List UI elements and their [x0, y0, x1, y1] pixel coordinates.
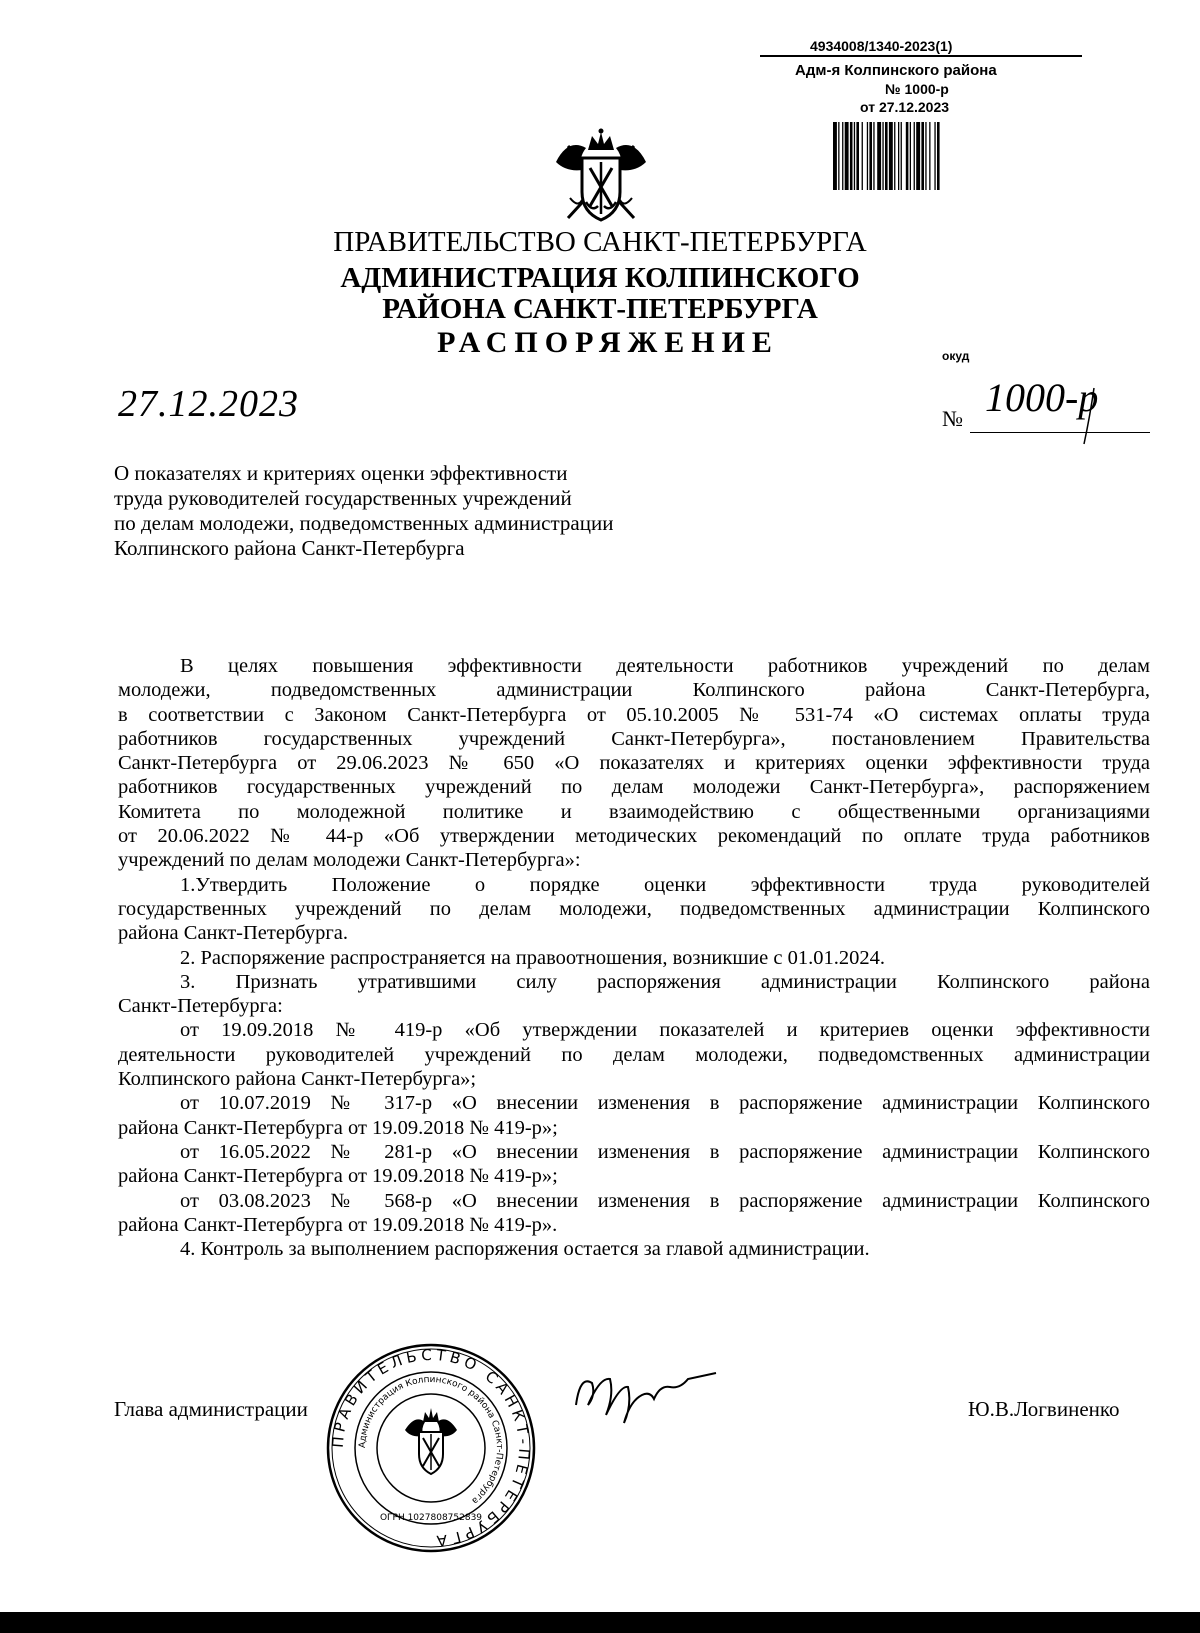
barcode-bar	[934, 122, 935, 190]
handwritten-signature	[570, 1365, 720, 1431]
scan-edge-bar	[0, 1612, 1200, 1633]
body-line: молодежи, подведомственных администрации Колпинского района Санкт-Петербурга,	[118, 679, 1150, 702]
body-line: Санкт-Петербурга:	[118, 995, 283, 1018]
barcode-bar	[867, 122, 868, 190]
body-line: района Санкт-Петербурга от 19.09.2018 № 419-р»;	[118, 1116, 558, 1139]
subject-line: Колпинского района Санкт-Петербурга	[114, 536, 465, 560]
official-seal	[325, 1342, 537, 1554]
signer-name: Ю.В.Логвиненко	[968, 1397, 1120, 1421]
body-line: Санкт-Петербурга от 29.06.2023 № 650 «О показателях и критериях оценки эффективности труда	[118, 752, 1150, 775]
body-line: В целях повышения эффективности деятельности работников учреждений по делам	[180, 655, 1150, 677]
body-line: района Санкт-Петербурга.	[118, 922, 348, 945]
registration-number: 4934008/1340-2023(1)	[810, 38, 953, 54]
barcode-bar	[869, 122, 872, 190]
document-subject	[114, 461, 734, 561]
barcode-bar	[838, 122, 839, 190]
seal-outer-text: ПРАВИТЕЛЬСТВО САНКТ-ПЕТЕРБУРГА	[328, 1345, 534, 1551]
seal-ogrn: ОГРН 1027808752839	[379, 1513, 483, 1523]
barcode-bar	[850, 122, 853, 190]
number-underline	[970, 432, 1150, 433]
barcode-bar	[889, 122, 893, 190]
seal-coat-of-arms-icon	[405, 1408, 457, 1474]
barcode-bar	[937, 122, 940, 190]
barcode-bar	[901, 122, 902, 190]
seal-inner-text: Администрация Колпинского района Санкт-Петербурга	[357, 1374, 505, 1506]
body-line: района Санкт-Петербурга от 19.09.2018 № 419-р»;	[118, 1165, 558, 1188]
body-line: работников государственных учреждений по делам молодежи Санкт-Петербурга», распоряжением	[118, 776, 1150, 799]
barcode-bar	[873, 122, 874, 190]
barcode-bar	[854, 122, 855, 190]
barcode-bar	[882, 122, 883, 190]
subject-line: по делам молодежи, подведомственных администрации	[114, 511, 614, 535]
barcode-bar	[898, 122, 899, 190]
registration-doc-date: от 27.12.2023	[860, 99, 950, 115]
document-type: РАСПОРЯЖЕНИЕ	[437, 326, 779, 359]
coat-of-arms-icon	[548, 128, 654, 228]
barcode-bar	[906, 122, 909, 190]
body-line: учреждений по делам молодежи Санкт-Петербурга»:	[118, 849, 581, 872]
registration-divider	[760, 55, 1082, 57]
body-line: от 19.09.2018 № 419-р «Об утверждении показателей и критериев оценки эффективности	[180, 1019, 1150, 1042]
barcode-bar	[921, 122, 924, 190]
registration-doc-number: № 1000-р	[885, 81, 949, 97]
subject-line: О показателях и критериях оценки эффективности	[114, 461, 568, 485]
body-line: 3. Признать утратившими силу распоряжения администрации Колпинского района	[180, 970, 1150, 993]
body-line: района Санкт-Петербурга от 19.09.2018 № 419-р».	[118, 1213, 558, 1236]
signature-title: Глава администрации	[114, 1397, 308, 1421]
barcode-bar	[929, 122, 930, 190]
administration-title-line1: АДМИНИСТРАЦИЯ КОЛПИНСКОГО	[340, 262, 860, 294]
barcode-bar	[877, 122, 881, 190]
registration-org: Адм-я Колпинского района	[795, 62, 997, 79]
body-line: от 03.08.2023 № 568-р «О внесении изменения в распоряжение администрации Колпинского	[180, 1189, 1150, 1212]
barcode-bar	[842, 122, 843, 190]
okud-label: окуд	[942, 349, 970, 363]
barcode-bar	[856, 122, 859, 190]
body-line: от 16.05.2022 № 281-р «О внесении изменения в распоряжение администрации Колпинского	[180, 1140, 1150, 1163]
barcode-bar	[925, 122, 926, 190]
body-line: 4. Контроль за выполнением распоряжения остается за главой администрации.	[180, 1238, 870, 1261]
body-line: от 20.06.2022 № 44-р «Об утверждении методических рекомендаций по оплате труда работников	[118, 825, 1150, 848]
subject-line: труда руководителей государственных учреждений	[114, 486, 572, 510]
barcode-bar	[885, 122, 888, 190]
barcode-bar	[862, 122, 863, 190]
handwritten-date: 27.12.2023	[118, 383, 299, 425]
government-title: ПРАВИТЕЛЬСТВО САНКТ-ПЕТЕРБУРГА	[333, 226, 867, 258]
document-body	[118, 654, 1150, 1261]
barcode-bar	[845, 122, 849, 190]
barcode-bar	[910, 122, 911, 190]
body-line: деятельности руководителей учреждений по делам молодежи, подведомственных администрации	[118, 1043, 1150, 1066]
barcode-bar	[916, 122, 920, 190]
barcode-bar	[833, 122, 837, 190]
body-line: 1.Утвердить Положение о порядке оценки эффективности труда руководителей	[180, 873, 1150, 896]
number-prefix: №	[942, 406, 963, 431]
administration-title-line2: РАЙОНА САНКТ-ПЕТЕРБУРГА	[382, 293, 818, 325]
barcode-bar	[894, 122, 895, 190]
body-line: от 10.07.2019 № 317-р «О внесении изменения в распоряжение администрации Колпинского	[180, 1092, 1150, 1115]
body-line: государственных учреждений по делам молодежи, подведомственных администрации Колпинского	[118, 897, 1150, 920]
handwritten-number-stroke	[1082, 386, 1096, 446]
handwritten-number: 1000-р	[985, 375, 1099, 420]
body-line: в соответствии с Законом Санкт-Петербурга от 05.10.2005 № 531-74 «О системах оплаты труда	[118, 703, 1150, 726]
barcode-icon	[833, 122, 991, 190]
barcode-bar	[914, 122, 915, 190]
body-line: работников государственных учреждений Санкт-Петербурга», постановлением Правительства	[118, 727, 1150, 750]
body-line: Колпинского района Санкт-Петербурга»;	[118, 1068, 477, 1091]
body-line: Комитета по молодежной политике и взаимодействию с общественными организациями	[118, 800, 1150, 823]
body-line: 2. Распоряжение распространяется на правоотношения, возникшие с 01.01.2024.	[180, 946, 885, 969]
